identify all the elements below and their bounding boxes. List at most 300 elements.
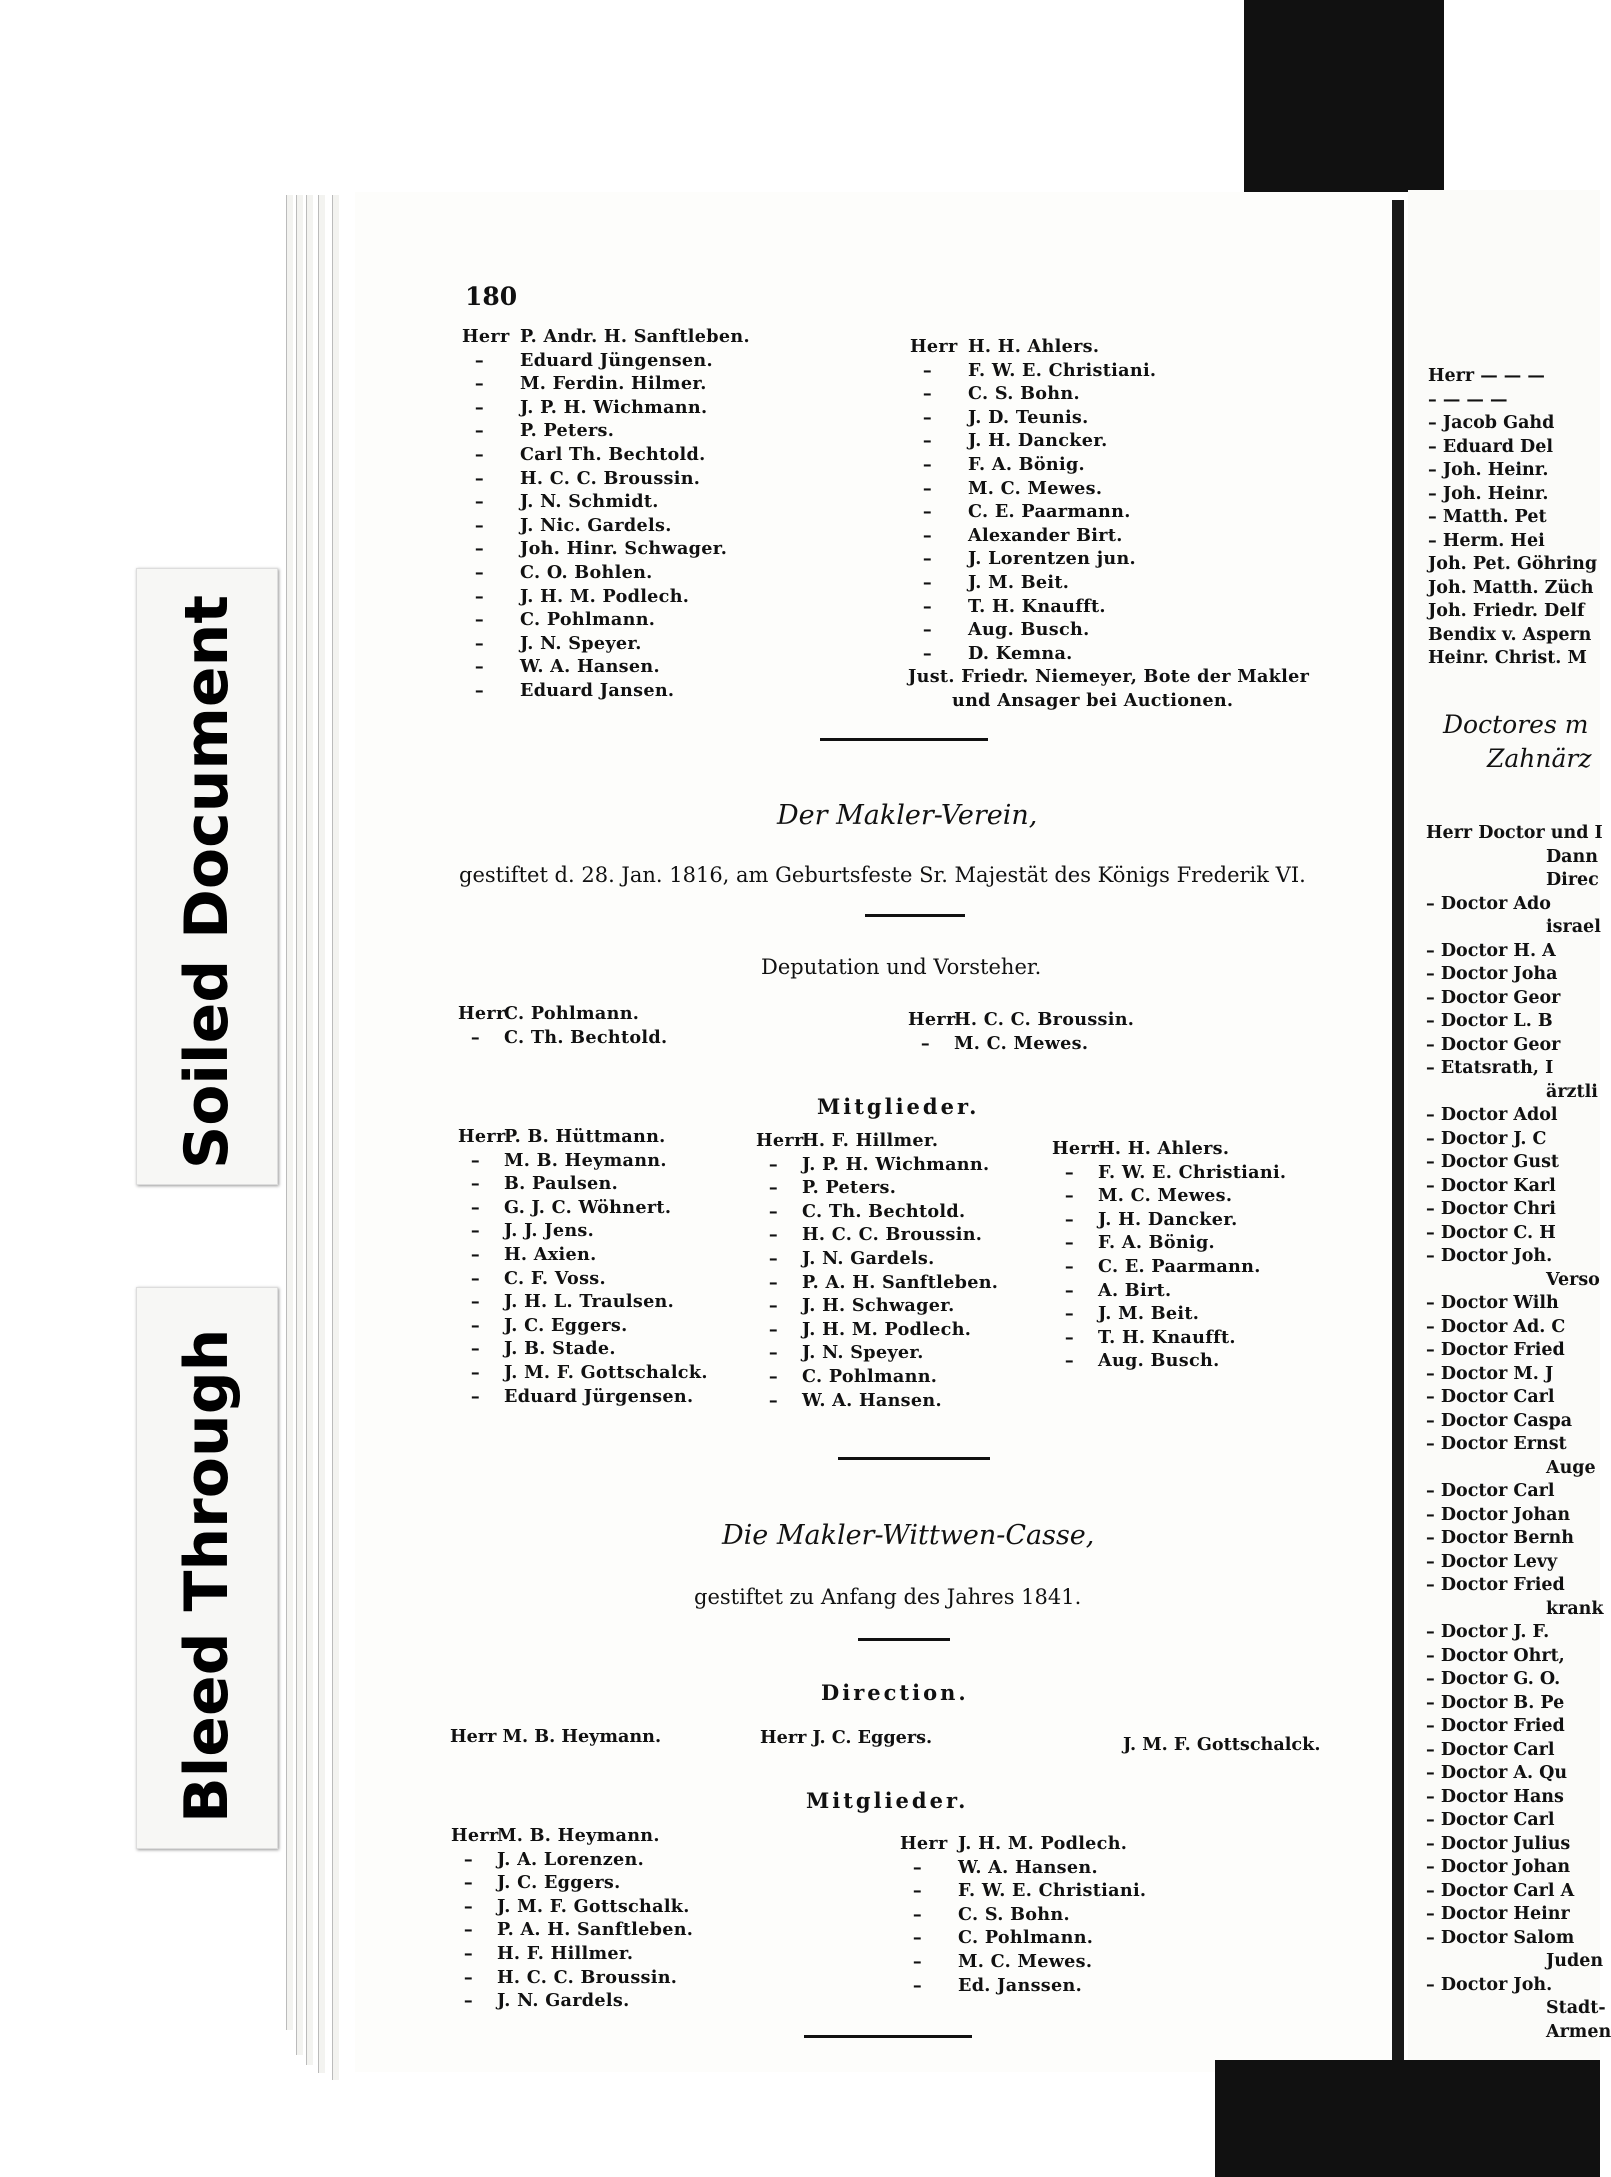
messenger-line-1: Just. Friedr. Niemeyer, Bote der Makler — [908, 666, 1310, 687]
list-entry — [462, 396, 750, 420]
list-entry — [910, 359, 1156, 383]
entry-name: P. A. H. Sanftleben. — [497, 1919, 694, 1941]
entry-prefix: – — [900, 1903, 922, 1925]
list-entry — [910, 642, 1156, 666]
deputation-list-left — [458, 1002, 667, 1049]
entry-name: M. B. Heymann. — [504, 1149, 667, 1171]
entry-prefix: – — [458, 1196, 480, 1218]
entry-name: Eduard Jansen. — [520, 679, 675, 701]
list-entry — [756, 1223, 998, 1247]
entry-prefix: – — [900, 1927, 922, 1949]
entry-name: H. F. Hillmer. — [497, 1942, 634, 1964]
entry-prefix: – — [462, 585, 484, 607]
list-entry — [462, 537, 750, 561]
entry-prefix: – — [462, 373, 484, 395]
list-entry — [756, 1294, 998, 1318]
list-entry — [1052, 1208, 1286, 1232]
list-entry: – Doctor B. Pe — [1426, 1692, 1565, 1713]
list-entry: – Doctor Karl — [1426, 1175, 1556, 1196]
entry-prefix: – — [900, 1974, 922, 1996]
list-entry: – Doctor Hans — [1426, 1786, 1564, 1807]
list-entry — [1052, 1255, 1286, 1279]
entry-name: T. H. Knaufft. — [1098, 1326, 1236, 1348]
entry-prefix: Herr — [451, 1825, 499, 1846]
list-entry — [451, 1989, 693, 2013]
zahnaerzte-heading: Zahnärz — [1487, 744, 1592, 773]
entry-prefix: – — [910, 477, 932, 499]
entry-prefix: – — [462, 491, 484, 513]
entry-prefix: – — [451, 1990, 473, 2012]
entry-name: P. Andr. H. Sanftleben. — [520, 326, 750, 347]
entry-prefix: – — [910, 595, 932, 617]
list-entry — [458, 1002, 667, 1026]
list-entry — [458, 1243, 708, 1267]
section-rule — [838, 1457, 990, 1460]
list-entry: Auge — [1546, 1457, 1596, 1478]
entry-name: J. B. Stade. — [504, 1338, 616, 1360]
entry-prefix: Herr — [462, 326, 510, 347]
entry-prefix: – — [458, 1149, 480, 1171]
entry-prefix: – — [910, 524, 932, 546]
list-entry — [910, 477, 1156, 501]
entry-prefix: – — [910, 383, 932, 405]
list-entry: – Doctor M. J — [1426, 1363, 1554, 1384]
entry-prefix: – — [900, 1950, 922, 1972]
list-entry: – Herm. Hei — [1428, 530, 1545, 551]
list-entry: – Doctor Bernh — [1426, 1528, 1575, 1548]
entry-prefix: – — [910, 642, 932, 664]
list-entry: – Doctor Fried — [1426, 1716, 1565, 1736]
entry-name: H. F. Hillmer. — [802, 1130, 939, 1151]
members-column-1 — [458, 1125, 708, 1408]
entry-name: W. A. Hansen. — [958, 1856, 1098, 1878]
entry-name: J. H. M. Podlech. — [802, 1318, 972, 1340]
list-entry: – Joh. Heinr. — [1428, 483, 1549, 504]
list-entry — [451, 1966, 693, 1990]
entry-name: J. Lorentzen jun. — [968, 548, 1136, 570]
list-entry — [451, 1848, 693, 1872]
members-column-3 — [1052, 1137, 1286, 1373]
entry-prefix: – — [756, 1318, 778, 1340]
entry-name: Carl Th. Bechtold. — [520, 443, 706, 465]
list-entry: – Doctor Ohrt, — [1426, 1645, 1565, 1666]
list-entry: Armen — [1546, 2021, 1611, 2042]
entry-prefix: – — [756, 1271, 778, 1293]
entry-name: J. P. H. Wichmann. — [520, 396, 708, 418]
entry-prefix: – — [756, 1295, 778, 1317]
entry-name: Aug. Busch. — [968, 619, 1090, 641]
wittwen-casse-title: Die Makler-Wittwen-Casse, — [722, 1520, 1095, 1551]
list-entry — [462, 443, 750, 467]
list-entry — [458, 1290, 708, 1314]
list-entry: – Doctor Johan — [1426, 1504, 1571, 1525]
list-entry — [756, 1389, 998, 1413]
list-entry — [458, 1219, 708, 1243]
entry-prefix: – — [910, 619, 932, 641]
entry-name: C. Pohlmann. — [504, 1003, 640, 1024]
entry-name: M. C. Mewes. — [958, 1950, 1093, 1972]
list-entry — [1052, 1302, 1286, 1326]
entry-prefix: Herr — [458, 1126, 506, 1147]
entry-name: Alexander Birt. — [968, 524, 1123, 546]
section-rule — [865, 914, 965, 917]
entry-name: J. N. Gardels. — [802, 1247, 935, 1269]
entry-prefix: – — [910, 359, 932, 381]
entry-prefix: – — [458, 1173, 480, 1195]
section-rule — [858, 1638, 950, 1641]
entry-prefix: – — [451, 1966, 473, 1988]
list-entry: Dann — [1546, 846, 1598, 867]
messenger-line-2: und Ansager bei Auctionen. — [952, 690, 1234, 711]
entry-prefix: – — [458, 1361, 480, 1383]
direction-member-1: Herr M. B. Heymann. — [450, 1726, 662, 1747]
list-entry — [756, 1200, 998, 1224]
entry-name: C. F. Voss. — [504, 1267, 606, 1289]
entry-prefix: – — [1052, 1350, 1074, 1372]
list-entry: Juden — [1546, 1951, 1604, 1971]
entry-name: J. Nic. Gardels. — [520, 514, 672, 536]
entry-prefix: – — [462, 396, 484, 418]
entry-name: J. J. Jens. — [504, 1220, 595, 1242]
members-column-2 — [756, 1129, 998, 1412]
list-entry: – Doctor C. H — [1426, 1222, 1556, 1243]
list-entry: – — — — — [1428, 389, 1508, 410]
entry-name: J. P. H. Wichmann. — [802, 1153, 990, 1175]
list-entry: Heinr. Christ. M — [1428, 648, 1587, 668]
entry-prefix: – — [458, 1026, 480, 1048]
entry-prefix: – — [1052, 1232, 1074, 1254]
list-entry: – Doctor Salom — [1426, 1927, 1575, 1948]
entry-name: H. C. C. Broussin. — [802, 1224, 983, 1246]
list-entry — [458, 1337, 708, 1361]
entry-prefix: – — [462, 632, 484, 654]
entry-prefix: – — [451, 1919, 473, 1941]
list-entry — [462, 325, 750, 349]
entry-prefix: – — [900, 1880, 922, 1902]
list-entry — [462, 585, 750, 609]
list-entry: – Doctor Gust — [1426, 1152, 1560, 1172]
list-entry: – Doctor A. Qu — [1426, 1763, 1568, 1783]
entry-name: B. Paulsen. — [504, 1173, 619, 1195]
list-entry: – Doctor Joh. — [1426, 1974, 1553, 1995]
entry-name: H. H. Ahlers. — [968, 336, 1100, 357]
entry-prefix: – — [458, 1220, 480, 1242]
entry-prefix: – — [1052, 1185, 1074, 1207]
list-entry — [910, 547, 1156, 571]
list-entry: Bendix v. Aspern — [1428, 624, 1592, 645]
page-stack-edge — [286, 195, 293, 2030]
list-entry — [900, 1832, 1146, 1856]
list-entry: – Doctor Carl — [1426, 1481, 1555, 1501]
section-rule — [804, 2035, 972, 2038]
entry-prefix: – — [462, 420, 484, 442]
list-entry — [910, 453, 1156, 477]
entry-name: C. E. Paarmann. — [1098, 1255, 1261, 1277]
members-heading: Mitglieder. — [817, 1094, 980, 1119]
entry-prefix: – — [462, 679, 484, 701]
entry-prefix: Herr — [910, 336, 958, 357]
list-entry: – Joh. Heinr. — [1428, 460, 1549, 480]
entry-name: C. Pohlmann. — [802, 1365, 938, 1387]
entry-prefix: – — [910, 453, 932, 475]
entry-name: P. A. H. Sanftleben. — [802, 1271, 999, 1293]
list-entry — [462, 514, 750, 538]
entry-name: J. H. Schwager. — [802, 1295, 955, 1317]
list-entry — [458, 1172, 708, 1196]
entry-name: Ed. Janssen. — [958, 1974, 1082, 1996]
entry-name: T. H. Knaufft. — [968, 595, 1106, 617]
list-entry — [451, 1918, 693, 1942]
casse-members-left — [451, 1824, 693, 2013]
list-entry — [910, 406, 1156, 430]
list-entry — [462, 372, 750, 396]
list-entry: – Matth. Pet — [1428, 507, 1547, 527]
entry-prefix: – — [1052, 1279, 1074, 1301]
list-entry: ärztli — [1546, 1081, 1598, 1102]
deputation-heading: Deputation und Vorsteher. — [761, 955, 1042, 979]
list-entry: – Doctor Johan — [1426, 1857, 1571, 1877]
entry-name: J. M. F. Gottschalck. — [504, 1361, 708, 1383]
entry-name: J. N. Schmidt. — [520, 491, 659, 513]
entry-prefix: – — [1052, 1303, 1074, 1325]
list-entry — [451, 1871, 693, 1895]
entry-name: J. H. L. Traulsen. — [504, 1291, 675, 1313]
entry-name: J. M. F. Gottschalk. — [497, 1895, 690, 1917]
entry-prefix: – — [910, 406, 932, 428]
entry-prefix: – — [1052, 1161, 1074, 1183]
direction-member-2: Herr J. C. Eggers. — [760, 1727, 933, 1748]
entry-prefix: – — [458, 1291, 480, 1313]
direction-member-3: J. M. F. Gottschalck. — [1123, 1734, 1321, 1755]
list-entry — [462, 467, 750, 491]
entry-name: H. C. C. Broussin. — [520, 467, 701, 489]
entry-name: F. W. E. Christiani. — [1098, 1161, 1287, 1183]
list-entry: – Doctor Wilh — [1426, 1293, 1559, 1313]
entry-prefix: – — [1052, 1208, 1074, 1230]
list-entry — [1052, 1326, 1286, 1350]
entry-name: C. O. Bohlen. — [520, 561, 653, 583]
list-entry: – Jacob Gahd — [1428, 413, 1555, 433]
list-entry: – Doctor Joh. — [1426, 1246, 1553, 1266]
list-entry — [462, 655, 750, 679]
list-entry — [900, 1903, 1146, 1927]
list-entry — [910, 500, 1156, 524]
entry-name: H. C. C. Broussin. — [497, 1966, 678, 1988]
list-entry — [1052, 1137, 1286, 1161]
list-entry: Direc — [1546, 870, 1599, 890]
list-entry: – Doctor J. F. — [1426, 1622, 1550, 1642]
list-entry — [756, 1153, 998, 1177]
list-entry — [1052, 1279, 1286, 1303]
doctores-heading: Doctores m — [1443, 710, 1589, 739]
list-entry: – Doctor Levy — [1426, 1551, 1558, 1572]
list-entry — [458, 1267, 708, 1291]
direction-heading: Direction. — [821, 1680, 969, 1705]
list-entry: – Doctor H. A — [1426, 940, 1556, 961]
entry-prefix: – — [451, 1942, 473, 1964]
entry-name: J. H. M. Podlech. — [958, 1833, 1128, 1854]
list-entry — [458, 1196, 708, 1220]
list-entry: israel — [1546, 917, 1601, 937]
entry-name: J. C. Eggers. — [504, 1314, 628, 1336]
entry-name: C. Pohlmann. — [520, 609, 656, 631]
entry-prefix: – — [1052, 1255, 1074, 1277]
list-entry — [756, 1271, 998, 1295]
list-entry — [900, 1926, 1146, 1950]
entry-name: W. A. Hansen. — [520, 656, 660, 678]
wittwen-casse-subtitle: gestiftet zu Anfang des Jahres 1841. — [694, 1585, 1082, 1609]
entry-name: C. E. Paarmann. — [968, 501, 1131, 523]
list-entry — [462, 632, 750, 656]
entry-name: M. C. Mewes. — [954, 1032, 1089, 1054]
entry-prefix: – — [910, 571, 932, 593]
entry-name: P. B. Hüttmann. — [504, 1126, 666, 1147]
list-entry — [910, 595, 1156, 619]
list-entry: – Doctor Joha — [1426, 964, 1558, 984]
list-entry — [458, 1125, 708, 1149]
list-entry: – Doctor Caspa — [1426, 1410, 1573, 1431]
soiled-document-label: Soiled Document — [172, 594, 242, 1169]
list-entry — [462, 679, 750, 703]
entry-prefix: – — [756, 1153, 778, 1175]
list-entry: Joh. Matth. Züch — [1428, 577, 1594, 598]
list-entry — [458, 1385, 708, 1409]
list-entry — [1052, 1349, 1286, 1373]
entry-name: Aug. Busch. — [1098, 1350, 1220, 1372]
casse-members-right — [900, 1832, 1146, 1997]
entry-prefix: – — [756, 1247, 778, 1269]
list-entry: – Doctor Geor — [1426, 1034, 1561, 1055]
entry-name: P. Peters. — [520, 420, 615, 442]
entry-name: W. A. Hansen. — [802, 1389, 942, 1411]
broker-list-left — [462, 325, 750, 703]
page-number: 180 — [465, 282, 518, 311]
list-entry: – Doctor Heinr — [1426, 1904, 1570, 1924]
list-entry — [910, 571, 1156, 595]
list-entry: – Doctor Fried — [1426, 1575, 1565, 1595]
entry-prefix: – — [462, 514, 484, 536]
list-entry — [458, 1149, 708, 1173]
list-entry — [451, 1942, 693, 1966]
page-stack-edge — [306, 195, 313, 2065]
list-entry — [1052, 1161, 1286, 1185]
entry-prefix: – — [756, 1200, 778, 1222]
entry-prefix: – — [458, 1314, 480, 1336]
entry-name: H. C. C. Broussin. — [954, 1009, 1135, 1030]
entry-name: Eduard Jürgensen. — [504, 1385, 694, 1407]
entry-prefix: – — [458, 1267, 480, 1289]
list-entry: – Doctor Ernst — [1426, 1434, 1567, 1454]
entry-prefix: – — [462, 656, 484, 678]
entry-prefix: Herr — [1052, 1138, 1100, 1159]
entry-name: H. H. Ahlers. — [1098, 1138, 1230, 1159]
entry-prefix: – — [451, 1895, 473, 1917]
entry-prefix: – — [462, 609, 484, 631]
entry-name: J. N. Gardels. — [497, 1990, 630, 2012]
entry-prefix: – — [756, 1177, 778, 1199]
list-entry: krank — [1546, 1598, 1604, 1619]
page-stack-edge — [296, 195, 303, 2055]
list-entry: – Doctor Adol — [1426, 1105, 1558, 1125]
list-entry — [900, 1950, 1146, 1974]
list-entry — [458, 1314, 708, 1338]
entry-prefix: – — [451, 1848, 473, 1870]
entry-prefix: – — [910, 501, 932, 523]
list-entry: – Doctor Carl A — [1426, 1880, 1575, 1901]
entry-prefix: – — [1052, 1326, 1074, 1348]
entry-prefix: – — [458, 1338, 480, 1360]
entry-prefix: – — [462, 467, 484, 489]
list-entry: – Doctor G. O. — [1426, 1669, 1561, 1689]
casse-members-heading: Mitglieder. — [806, 1788, 969, 1813]
entry-name: F. W. E. Christiani. — [968, 359, 1157, 381]
list-entry — [756, 1176, 998, 1200]
deputation-list-right — [908, 1008, 1134, 1055]
broker-list-right — [910, 335, 1156, 665]
entry-prefix: – — [462, 443, 484, 465]
scan-dark-border-bottom — [1215, 2060, 1600, 2177]
list-entry: Joh. Friedr. Delf — [1428, 601, 1585, 621]
entry-prefix: – — [756, 1224, 778, 1246]
list-entry: – Doctor Carl — [1426, 1739, 1555, 1760]
entry-name: D. Kemna. — [968, 642, 1073, 664]
entry-prefix: – — [900, 1856, 922, 1878]
list-entry — [462, 490, 750, 514]
list-entry — [910, 382, 1156, 406]
list-entry — [910, 429, 1156, 453]
list-entry: – Doctor Chri — [1426, 1199, 1556, 1219]
entry-name: F. A. Bönig. — [968, 453, 1085, 475]
list-entry — [910, 618, 1156, 642]
entry-name: J. M. Beit. — [968, 571, 1070, 593]
bleed-through-label: Bleed Through — [172, 1328, 242, 1823]
list-entry: – Doctor L. B — [1426, 1011, 1553, 1031]
entry-prefix: – — [756, 1389, 778, 1411]
list-entry — [756, 1341, 998, 1365]
entry-name: J. N. Speyer. — [802, 1342, 924, 1364]
entry-name: A. Birt. — [1098, 1279, 1172, 1301]
entry-name: P. Peters. — [802, 1177, 897, 1199]
list-entry — [458, 1026, 667, 1050]
list-entry — [451, 1895, 693, 1919]
list-entry — [1052, 1184, 1286, 1208]
entry-name: M. Ferdin. Hilmer. — [520, 373, 707, 395]
list-entry: Verso — [1546, 1269, 1600, 1290]
entry-name: C. S. Bohn. — [958, 1903, 1070, 1925]
list-entry — [462, 419, 750, 443]
list-entry: Herr Doctor und I — [1426, 823, 1603, 843]
page-stack-edge — [332, 195, 339, 2080]
list-entry — [756, 1318, 998, 1342]
list-entry — [900, 1879, 1146, 1903]
list-entry: – Eduard Del — [1428, 436, 1553, 457]
entry-name: M. C. Mewes. — [1098, 1185, 1233, 1207]
entry-prefix: – — [910, 430, 932, 452]
list-entry — [462, 349, 750, 373]
book-spine — [1392, 200, 1404, 2060]
entry-name: J. M. Beit. — [1098, 1303, 1200, 1325]
entry-name: H. Axien. — [504, 1243, 597, 1265]
entry-name: C. Th. Bechtold. — [504, 1026, 668, 1048]
list-entry: – Etatsrath, I — [1426, 1058, 1554, 1078]
entry-prefix: – — [462, 561, 484, 583]
entry-prefix: – — [458, 1385, 480, 1407]
entry-prefix: Herr — [900, 1833, 948, 1854]
section-rule — [820, 738, 988, 741]
entry-name: C. Pohlmann. — [958, 1927, 1094, 1949]
entry-name: J. H. Dancker. — [968, 430, 1108, 452]
list-entry: – Doctor J. C — [1426, 1128, 1547, 1149]
